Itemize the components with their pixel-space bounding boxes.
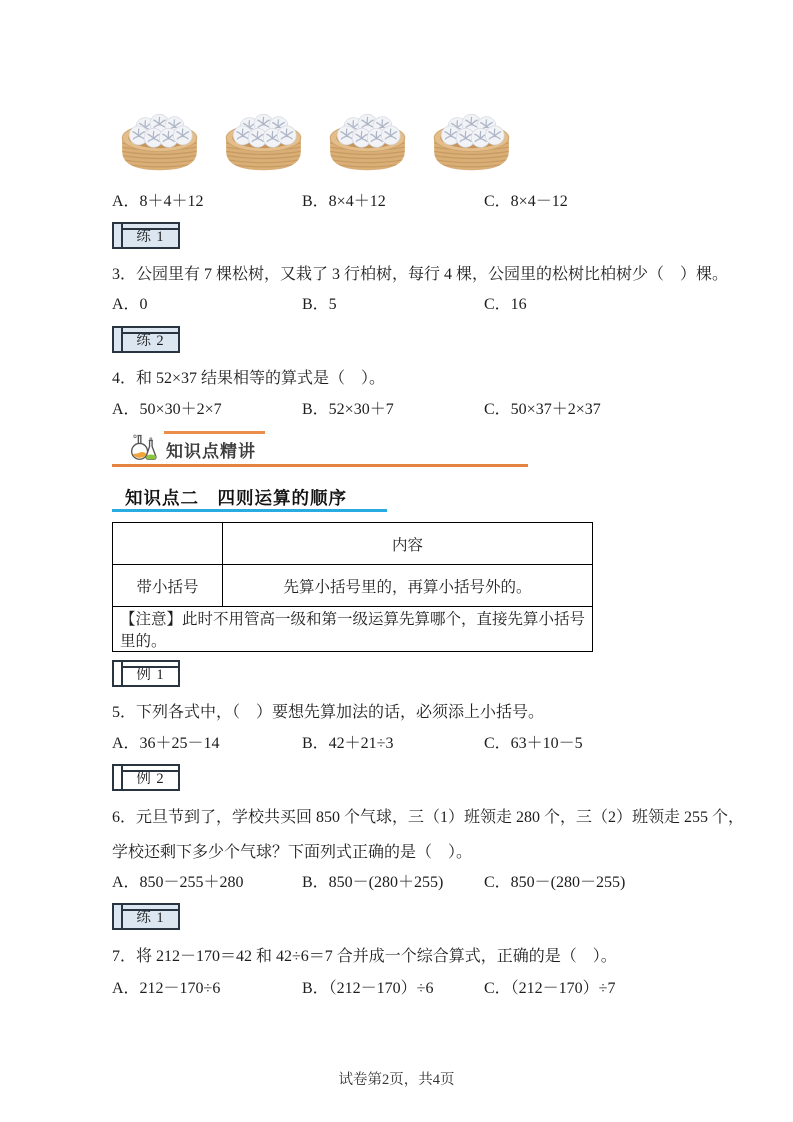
question-2-options [112, 188, 712, 211]
option-a: A．50×30＋2×7 [112, 401, 222, 418]
rules-table [112, 522, 593, 652]
question-5-text: 5．下列各式中，（ ）要想先算加法的话，必须添上小括号。 [112, 704, 545, 721]
knowledge-section-header [112, 431, 528, 467]
option-a: A．8＋4＋12 [112, 193, 204, 210]
question-6-text-line1: 6．元旦节到了，学校共买回 850 个气球，三（1）班领走 280 个，三（2）班领走 255 个， [112, 809, 745, 826]
badge-label: 例 2 [136, 771, 165, 787]
badge-label: 练 2 [136, 333, 165, 349]
steamer-basket-image [428, 98, 515, 176]
option-c: C．16 [484, 296, 527, 313]
steamer-basket-image [220, 98, 307, 176]
table-row-content: 先算小括号里的，再算小括号外的。 [223, 565, 593, 607]
question-3-options [112, 291, 712, 314]
badge-practice-1 [112, 222, 180, 249]
table-row [113, 565, 593, 607]
orange-divider-line [112, 464, 528, 467]
table-empty-cell [113, 523, 223, 565]
option-b: B．52×30＋7 [302, 401, 394, 418]
badge-example-1 [112, 660, 180, 687]
steamer-basket-image [116, 98, 203, 176]
option-a: A．0 [112, 296, 148, 313]
option-a: A．36＋25－14 [112, 735, 220, 752]
table-note-row [113, 607, 593, 652]
table-header-content: 内容 [223, 523, 593, 565]
option-b: B．5 [302, 296, 337, 313]
badge-practice-1-repeat [112, 903, 180, 930]
option-c: C．8×4－12 [484, 193, 568, 210]
badge-label: 练 1 [136, 910, 165, 926]
question-7-text: 7．将 212－170＝42 和 42÷6＝7 合并成一个综合算式，正确的是（ ）。 [112, 948, 617, 965]
badge-label: 例 1 [136, 667, 165, 683]
option-c: C．50×37＋2×37 [484, 401, 601, 418]
blue-underline [112, 509, 387, 512]
question-4-options [112, 396, 712, 419]
question-6-options [112, 869, 712, 892]
steamer-basket-image [324, 98, 411, 176]
table-header-row [113, 523, 593, 565]
question-6-text-line2: 学校还剩下多少个气球？下面列式正确的是（ ）。 [112, 844, 473, 861]
badge-label: 练 1 [136, 229, 165, 245]
option-b: B．8×4＋12 [302, 193, 386, 210]
option-c: C．（212－170）÷7 [484, 980, 616, 997]
flask-icon [130, 432, 160, 464]
option-c: C．850－(280－255) [484, 874, 626, 891]
badge-example-2 [112, 764, 180, 791]
option-b: B．850－(280＋255) [302, 874, 444, 891]
table-row-label: 带小括号 [113, 565, 223, 607]
badge-practice-2 [112, 326, 180, 353]
option-c: C．63＋10－5 [484, 735, 583, 752]
option-a: A．850－255＋280 [112, 874, 244, 891]
knowledge-point-heading: 知识点二 四则运算的顺序 [125, 488, 347, 508]
steamed-bun-illustration-row [116, 98, 515, 176]
page-footer: 试卷第2页，共4页 [338, 1072, 455, 1088]
table-note: 【注意】此时不用管高一级和第一级运算先算哪个，直接先算小括号里的。 [113, 607, 593, 652]
option-b: B．42＋21÷3 [302, 735, 394, 752]
knowledge-section-title: 知识点精讲 [166, 442, 256, 461]
question-5-options [112, 730, 712, 753]
option-a: A．212－170÷6 [112, 980, 221, 997]
option-b: B．（212－170）÷6 [302, 980, 434, 997]
question-7-options [112, 975, 712, 998]
question-3-text: 3．公园里有 7 棵松树，又栽了 3 行柏树，每行 4 棵，公园里的松树比柏树少（ ）棵。 [112, 266, 729, 283]
orange-accent-line [164, 431, 265, 434]
question-4-text: 4．和 52×37 结果相等的算式是（ ）。 [112, 370, 386, 387]
